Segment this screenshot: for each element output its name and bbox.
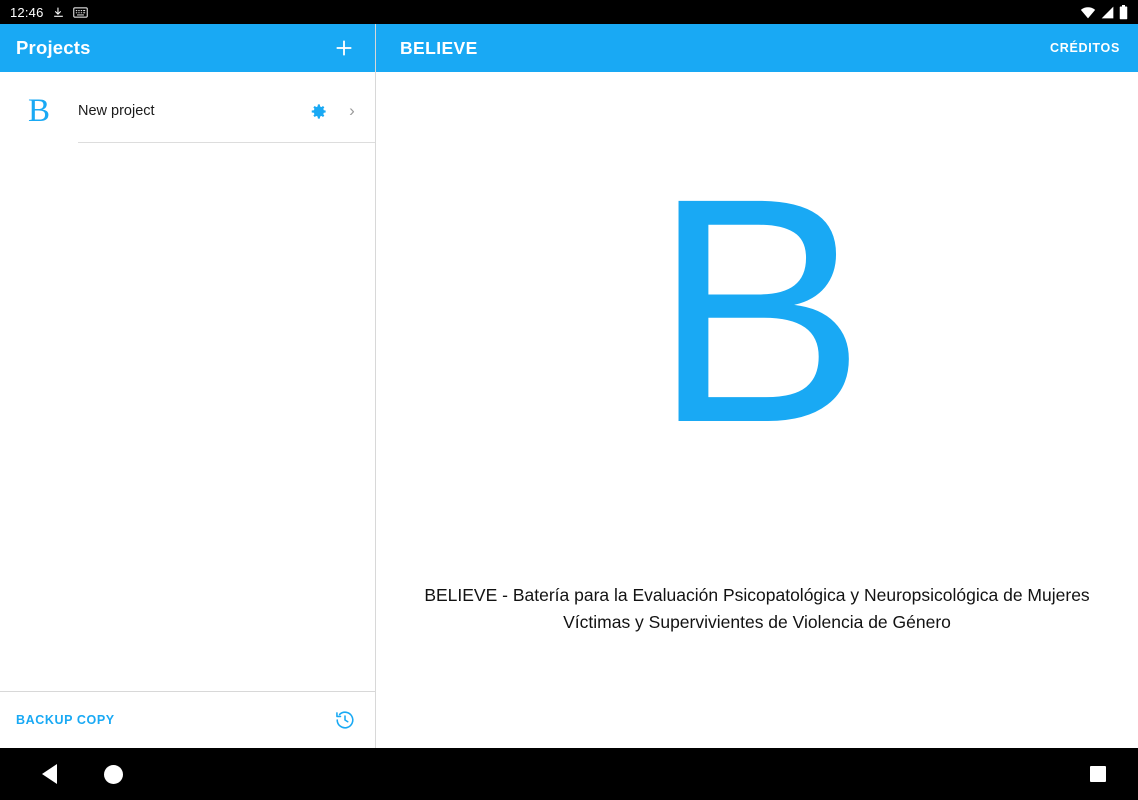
status-bar [0,0,1138,24]
keyboard-icon [73,7,88,18]
project-name: New project [78,103,155,119]
recents-square-icon[interactable] [1090,766,1106,782]
detail-panel [376,24,1138,748]
navigation-bar [0,748,1138,800]
projects-app-bar [0,24,375,72]
backup-copy-button[interactable]: BACKUP COPY [16,713,115,727]
main-content [0,24,1138,748]
home-circle-icon[interactable] [104,765,123,784]
detail-app-bar [376,24,1138,72]
chevron-right-icon[interactable]: › [349,101,355,120]
app-subtitle: BELIEVE - Batería para la Evaluación Psicopatológica y Neuropsicológica de Mujeres Víctimas y Supervivientes de Violencia de Género [424,585,1090,633]
battery-icon [1119,5,1128,20]
avatar: B [27,92,50,129]
history-clock-icon[interactable] [329,704,361,736]
wifi-icon [1080,6,1096,19]
page-title: BELIEVE [400,37,478,58]
projects-panel [0,24,376,748]
app-logo: B [652,131,862,489]
gear-icon[interactable] [303,96,333,126]
list-divider [78,142,375,143]
detail-body [376,72,1138,748]
projects-footer [0,691,375,748]
back-triangle-icon[interactable] [42,764,57,784]
status-clock: 12:46 [10,4,44,20]
download-icon [52,6,65,19]
status-bar-right [1080,5,1128,20]
add-project-button[interactable] [327,31,361,65]
projects-title: Projects [16,37,91,58]
list-item[interactable] [0,80,375,142]
status-bar-left [10,5,88,20]
signal-icon [1100,6,1115,19]
project-list[interactable] [0,72,375,691]
credits-button[interactable]: CRÉDITOS [1050,41,1120,55]
